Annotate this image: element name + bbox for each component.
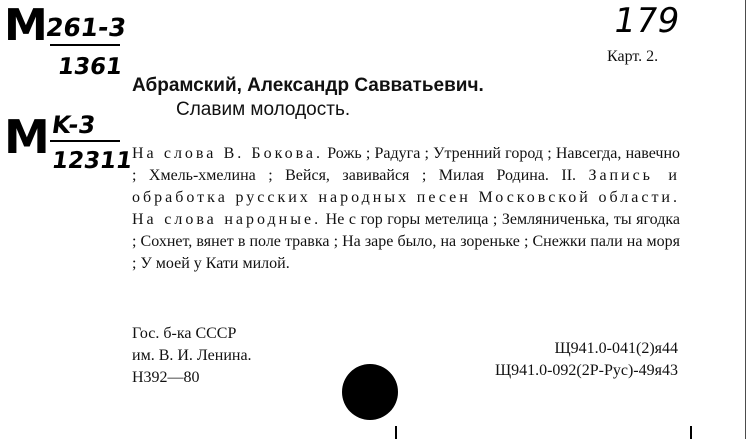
contents-segment-3: Запись и обработка русских народных песен Московской области. На слова народные. (132, 167, 680, 228)
library-line-1: Гос. б-ка СССР (132, 325, 237, 342)
library-line-3: Н392—80 (132, 369, 200, 386)
edge-mark-left (395, 426, 397, 439)
classification-codes (452, 338, 678, 382)
work-title: Славим молодость. (176, 99, 351, 120)
punch-hole (342, 364, 398, 420)
library-imprint (132, 323, 252, 389)
classification-code-1: Щ941.0-041(2)я44 (554, 340, 678, 357)
handwritten-card-number: 179 (610, 1, 683, 41)
handwritten-underline-top (50, 44, 120, 46)
handwritten-call-number-bottom-2: 12311 (50, 148, 134, 174)
contents-segment-2: Рожь ; Радуга ; Утренний город ; Навсегда, навечно ; Хмель-хмелина ; Вейся, завивайся ; Милая Родина. II. (132, 145, 681, 184)
handwritten-letter-m-top: M (4, 0, 48, 51)
handwritten-letter-m-bottom: M (4, 110, 50, 164)
contents-segment-1: На слова В. Бокова. (132, 145, 324, 162)
contents-segment-4: Не с гор горы метелица ; Земляниченька, ты ягодка ; Сохнет, вянет в поле травка ; На заре было, на зореньке ; Снежки пали на моря ; У моей у Кати милой. (132, 211, 680, 272)
handwritten-call-number-bottom: K-3 (50, 111, 98, 139)
card-right-edge (745, 0, 746, 439)
handwritten-call-number-top-2: 1361 (56, 54, 124, 80)
edge-mark-right (690, 426, 692, 439)
contents-paragraph (132, 143, 680, 275)
classification-code-2: Щ941.0-092(2Р-Рус)-49я43 (494, 362, 678, 379)
card-part-label: Карт. 2. (607, 48, 659, 65)
library-line-2: им. В. И. Ленина. (132, 347, 252, 364)
author-heading: Абрамский, Александр Савватьевич. (132, 75, 484, 96)
handwritten-underline-bottom (50, 140, 120, 142)
handwritten-call-number-top: 261-3 (44, 13, 129, 42)
